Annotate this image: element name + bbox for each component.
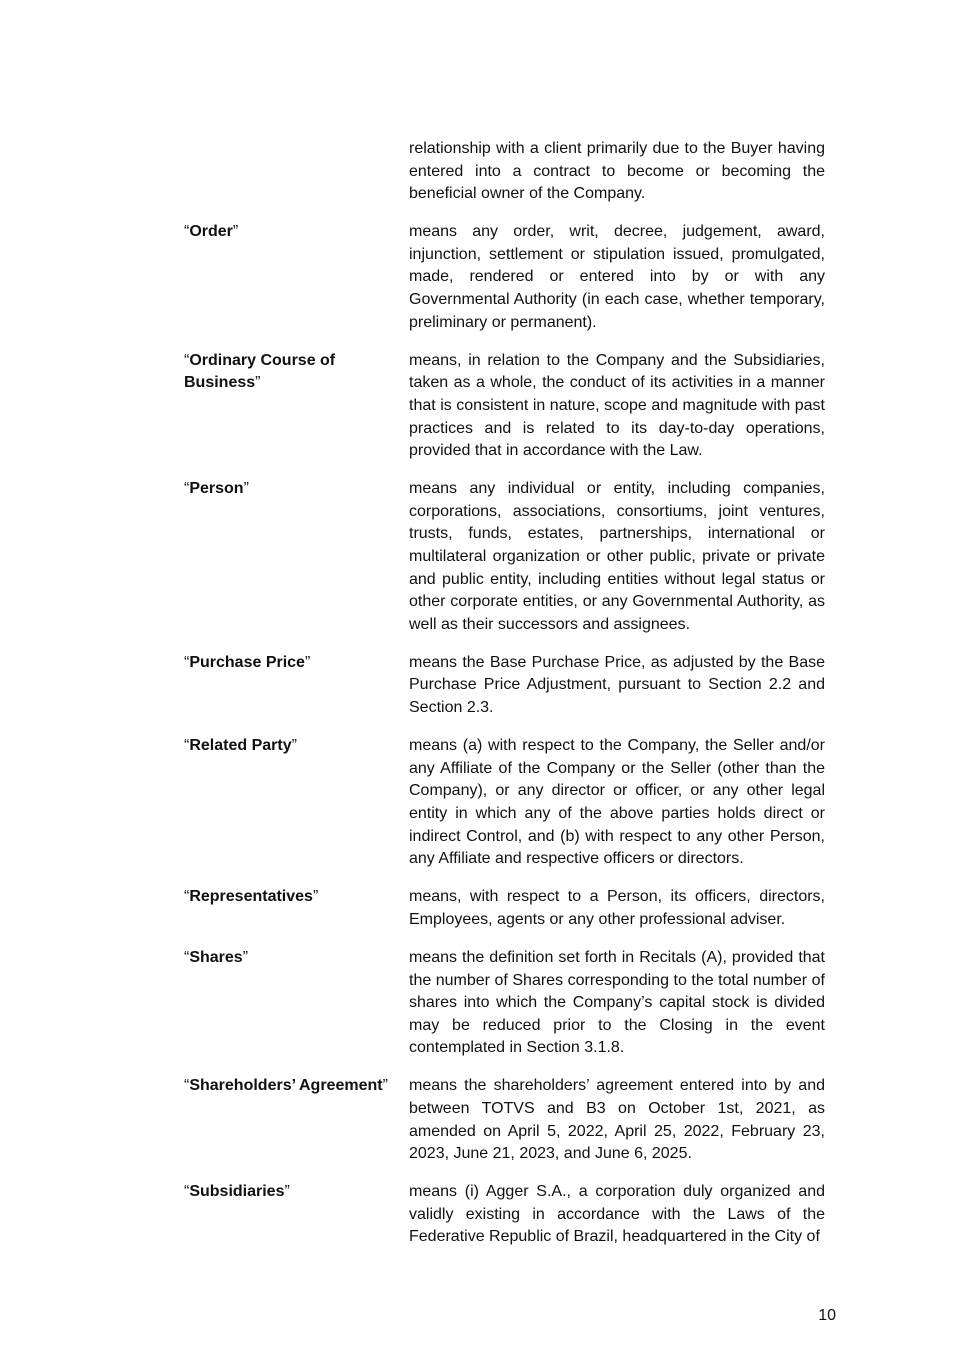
definition-term: “Related Party” (184, 737, 297, 755)
definition-text: means (i) Agger S.A., a corporation duly organized and validly existing in accordance with the Laws of the Federative Republic of Brazil, headquartered in the City of (409, 1183, 825, 1246)
definition-term: “Order” (184, 223, 239, 241)
definition-row-order (184, 221, 826, 334)
definition-row-subsidiaries (184, 1181, 826, 1249)
definition-text: means, with respect to a Person, its officers, directors, Employees, agents or any other professional adviser. (409, 888, 825, 928)
definition-text: means the shareholders’ agreement entered into by and between TOTVS and B3 on October 1st, 2021, as amended on April 5, 2022, April 25, 2022, February 23, 2023, June 21, 2023, and June 6, 2025. (409, 1077, 825, 1163)
definition-term: “Ordinary Course of Business” (184, 351, 336, 392)
definition-text: means, in relation to the Company and the Subsidiaries, taken as a whole, the conduct of its activities in a manner that is consistent in nature, scope and magnitude with past practices and is related to its day-to-day operations, provided that in accordance with the Law. (409, 351, 825, 460)
definition-text: means (a) with respect to the Company, the Seller and/or any Affiliate of the Company or the Seller (other than the Company), or any director or officer, or any other legal entity in which any of the above parties holds direct or indirect Control, and (b) with respect to any other Person, any Affiliate and respective officers or directors. (409, 737, 825, 868)
definition-row-shareholders-agreement (184, 1075, 826, 1165)
definition-text: means any order, writ, decree, judgement, award, injunction, settlement or stipulation issued, promulgated, made, rendered or entered into by or with any Governmental Authority (in each case, whether temporary, preliminary or permanent). (409, 223, 825, 331)
definition-row-person (184, 478, 826, 636)
definition-text: means any individual or entity, including companies, corporations, associations, consortiums, joint ventures, trusts, funds, estates, partnerships, international or multilateral organization or other public, private or private and public entity, including entities without legal status or other corporate entities, or any Governmental Authority, as well as their successors and assignees. (409, 480, 825, 633)
definition-row-ordinary-course (184, 350, 826, 463)
definition-term: “Shares” (184, 948, 249, 966)
page-number: 10 (818, 1307, 836, 1324)
definition-text: means the Base Purchase Price, as adjusted by the Base Purchase Price Adjustment, pursuant to Section 2.2 and Section 2.3. (409, 653, 825, 717)
definition-term: “Shareholders’ Agreement” (184, 1077, 388, 1095)
definition-term: “Purchase Price” (184, 653, 311, 671)
definition-row-related-party (184, 735, 826, 871)
definition-row-representatives (184, 886, 826, 931)
definition-row-purchase-price (184, 652, 826, 720)
definition-term: “Person” (184, 480, 249, 498)
definition-row-shares (184, 947, 826, 1060)
continuation-row (184, 138, 826, 206)
continuation-text: relationship with a client primarily due to the Buyer having entered into a contract to become or becoming the beneficial owner of the Company. (409, 140, 825, 203)
definitions-list (184, 138, 826, 1265)
definition-term: “Representatives” (184, 888, 319, 906)
definition-text: means the definition set forth in Recitals (A), provided that the number of Shares corresponding to the total number of shares into which the Company’s capital stock is divided may be reduced prior to the Closing in the event contemplated in Section 3.1.8. (409, 948, 825, 1057)
definition-term: “Subsidiaries” (184, 1183, 290, 1201)
